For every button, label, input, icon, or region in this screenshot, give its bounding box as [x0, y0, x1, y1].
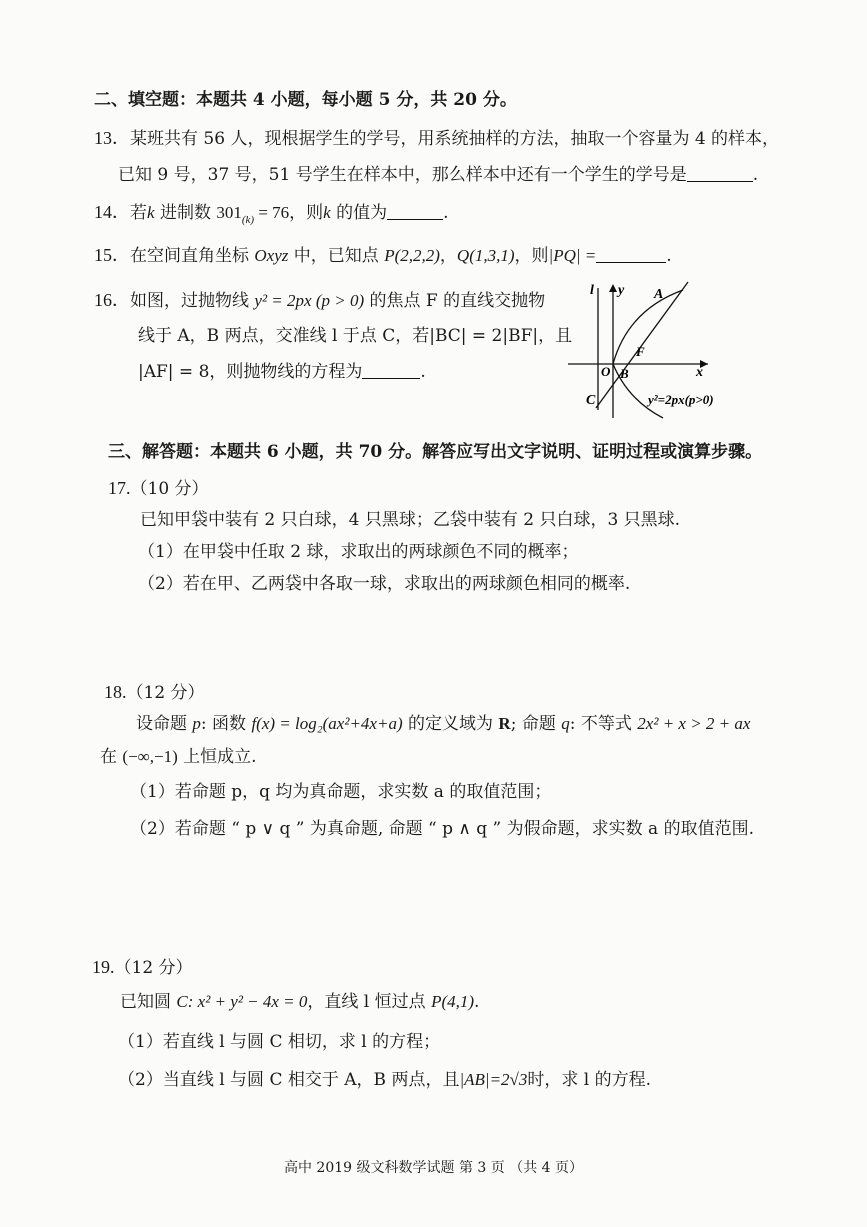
q13-line1 [94, 126, 779, 151]
q16-line2: 线于 A，B 两点，交准线 l 于点 C，若|BC| = 2|BF|，且 [138, 326, 573, 346]
q16-number: 16． [94, 290, 130, 310]
q14-equals: = 76 [254, 203, 290, 222]
q16-period: . [420, 362, 426, 382]
q18-inequality: 2x² + x > 2 + ax [637, 714, 751, 733]
q18-text-2b: 上恒成立. [177, 747, 257, 767]
label-parabola-eq: y²=2px(p>0) [648, 392, 714, 407]
q17-part1: （1）在甲袋中任取 2 球，求取出的两球颜色不同的概率； [138, 542, 579, 562]
q15-period: . [666, 246, 672, 266]
q18-header [104, 680, 205, 705]
q19-number: 19. [92, 957, 115, 977]
q18-text-e: : 不等式 [569, 714, 638, 734]
q18-text-2a: 在 [100, 747, 123, 767]
q19-chord-length: |AB|=2√3 [459, 1070, 528, 1089]
q13-number: 13． [94, 128, 130, 148]
q19-text-2a: （2）当直线 l 与圆 C 相交于 A，B 两点，且 [118, 1070, 460, 1090]
q18-text-a: 设命题 [136, 714, 193, 734]
q15-text-mid: 中，已知点 [288, 246, 385, 266]
q19-text-2b: 时，求 l 的方程. [527, 1070, 652, 1090]
q15-text-pre: 在空间直角坐标 [130, 246, 255, 266]
q19-part1: （1）若直线 l 与圆 C 相切，求 l 的方程； [118, 1032, 441, 1052]
q18-line2 [100, 745, 257, 769]
q14-answer-blank[interactable] [387, 201, 443, 220]
q17-score: （10 分） [130, 479, 209, 499]
y-axis-arrow-icon [609, 284, 617, 292]
q14-text-tail: 的值为 [330, 203, 388, 223]
label-o: O [601, 364, 611, 379]
q16-line3 [138, 360, 426, 384]
q14-line [94, 200, 449, 232]
section-3-heading: 三、解答题：本题共 6 小题，共 70 分。解答应写出文字说明、证明过程或演算步骤。 [108, 442, 763, 462]
q13-line2 [118, 163, 758, 187]
q16-text-1a: 如图，过抛物线 [130, 291, 255, 311]
q15-line [94, 243, 672, 268]
q17-number: 17. [108, 478, 131, 498]
q18-number: 18. [104, 682, 127, 702]
q19-circle-c: C: [176, 992, 194, 1011]
q15-point-q: Q(1,3,1) [456, 246, 515, 265]
q14-number-301: 301 [216, 203, 242, 222]
q18-q: q [561, 714, 570, 733]
label-a: A [654, 287, 664, 302]
q14-text-pre: 若 [130, 203, 147, 223]
q14-number: 14． [94, 202, 130, 222]
q19-text-mid: ，直线 l 恒过点 [307, 992, 432, 1012]
q19-header [92, 955, 193, 980]
q19-text-pre: 已知圆 [120, 992, 177, 1012]
q14-text-mid: 进制数 [154, 203, 217, 223]
q16-line1 [94, 288, 545, 313]
q15-sep: ， [439, 246, 457, 266]
parabola-figure [568, 280, 748, 420]
q17-header [108, 476, 209, 501]
q15-point-p: P(2,2,2) [384, 246, 440, 265]
q18-part2: （2）若命题 “ p ∨ q ” 为真命题, 命题 “ p ∧ q ” 为假命题，求实数 a 的取值范围. [130, 819, 754, 839]
q19-circle-eq: x² + y² − 4x = 0 [193, 992, 308, 1011]
q15-answer-blank[interactable] [596, 244, 666, 263]
q14-base: (k) [241, 214, 255, 226]
q15-distance: |PQ| = [548, 246, 597, 265]
q17-stem: 已知甲袋中装有 2 只白球，4 只黑球；乙袋中装有 2 只白球，3 只黑球. [140, 510, 681, 530]
page-footer: 高中 2019 级文科数学试题 第 3 页 （共 4 页） [283, 1160, 584, 1176]
q14-k: k [147, 203, 155, 222]
q16-text-3: |AF| = 8，则抛物线的方程为 [138, 362, 363, 382]
q15-frame: Oxyz [254, 246, 289, 265]
parabola-curve-upper [613, 290, 683, 364]
label-x: x [696, 365, 703, 380]
q18-reals: R [498, 714, 511, 733]
q18-interval: (−∞,−1) [122, 747, 178, 766]
q13-text-2: 已知 9 号，37 号，51 号学生在样本中，那么样本中还有一个学生的学号是 [118, 165, 687, 185]
label-f: F [636, 344, 645, 359]
label-l: l [590, 283, 594, 298]
q14-k-2: k [323, 203, 331, 222]
q19-point-p: P(4,1) [431, 992, 475, 1011]
q16-text-1b: 的焦点 F 的直线交抛物 [364, 291, 546, 311]
q16-parabola-eq: y² = 2px (p > 0) [254, 291, 365, 310]
label-c: C [586, 393, 596, 408]
q18-text-d: ; 命题 [510, 714, 562, 734]
q13-text-1: 某班共有 56 人，现根据学生的学号，用系统抽样的方法，抽取一个容量为 4 的样本， [130, 129, 780, 149]
q19-score: （12 分） [114, 958, 193, 978]
q18-text-b: : 函数 [200, 714, 252, 734]
q19-part2 [118, 1068, 651, 1092]
q18-text-c: 的定义域为 [402, 714, 499, 734]
q15-number: 15． [94, 245, 130, 265]
label-y: y [618, 283, 625, 298]
q18-function: f(x) = log₂(ax²+4x+a) [251, 714, 403, 733]
q13-period: . [752, 165, 759, 185]
q16-answer-blank[interactable] [362, 360, 420, 379]
q18-score: （12 分） [126, 683, 205, 703]
q19-period: . [474, 992, 480, 1012]
q17-part2: （2）若在甲、乙两袋中各取一球，求取出的两球颜色相同的概率. [138, 574, 631, 594]
q18-part1: （1）若命题 p，q 均为真命题，求实数 a 的取值范围； [130, 782, 552, 802]
q19-stem [120, 990, 479, 1014]
label-b: B [620, 366, 629, 381]
q14-period: . [443, 203, 449, 223]
q18-line1 [136, 712, 750, 736]
q15-text-post: ，则 [514, 246, 549, 266]
q14-text-post: ，则 [289, 203, 324, 223]
q18-p: p [192, 714, 201, 733]
q13-answer-blank[interactable] [687, 163, 753, 182]
section-2-heading: 二、填空题：本题共 4 小题，每小题 5 分，共 20 分。 [94, 90, 517, 110]
